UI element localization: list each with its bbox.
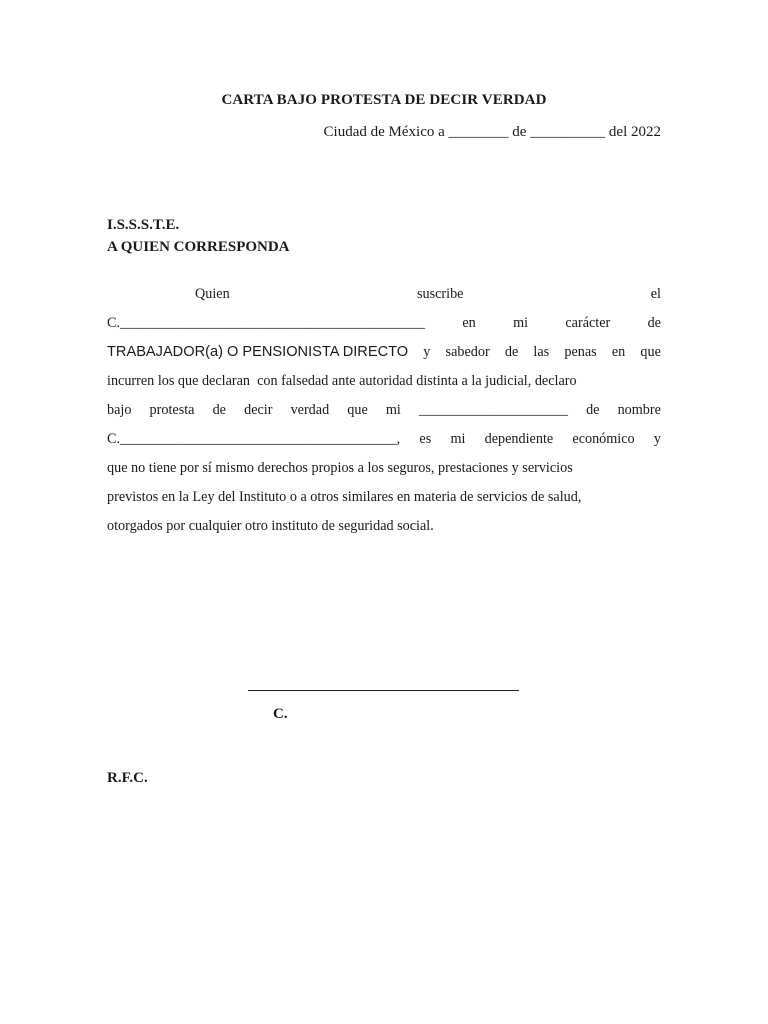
line-text: que no tiene por sí mismo derechos propios a los seguros, prestaciones y servicios	[107, 460, 573, 476]
signature-line	[248, 690, 519, 691]
date-line: Ciudad de México a ________ de __________ del 2022	[323, 124, 661, 140]
word: Quien	[195, 286, 230, 302]
line-text: previstos en la Ley del Instituto o a otros similares en materia de servicios de salud,	[107, 489, 582, 505]
role-text: TRABAJADOR(a) O PENSIONISTA DIRECTO	[107, 344, 409, 360]
word: mi	[513, 315, 529, 331]
word: en	[462, 315, 476, 331]
rfc-label: R.F.C.	[107, 770, 148, 786]
body-line-4	[107, 367, 661, 396]
citizen-name-blank: C.___________________________________________	[107, 315, 426, 331]
word: es	[419, 431, 432, 447]
word: verdad	[290, 402, 330, 418]
body-line-3	[107, 338, 661, 367]
word: de	[212, 402, 226, 418]
document-title: CARTA BAJO PROTESTA DE DECIR VERDAD	[221, 92, 547, 108]
word: bajo	[107, 402, 132, 418]
word: suscribe	[416, 286, 464, 302]
word: las	[533, 344, 550, 360]
word: penas	[564, 344, 597, 360]
word: y	[653, 431, 661, 447]
word: el	[650, 286, 661, 302]
word: dependiente	[484, 431, 554, 447]
word: de	[647, 315, 661, 331]
word: en	[611, 344, 626, 360]
signature-name: C.	[273, 706, 288, 722]
body-line-7	[107, 454, 661, 483]
word: de	[586, 402, 600, 418]
body-line-2	[107, 309, 661, 338]
word: que	[640, 344, 661, 360]
word: decir	[244, 402, 273, 418]
body-line-5	[107, 396, 661, 425]
word: sabedor	[445, 344, 490, 360]
word: protesta	[149, 402, 195, 418]
word: y	[423, 344, 431, 360]
body-line-9	[107, 512, 661, 541]
recipient-attention: A QUIEN CORRESPONDA	[107, 239, 290, 255]
word: económico	[572, 431, 635, 447]
word: carácter	[565, 315, 611, 331]
word: nombre	[617, 402, 661, 418]
recipient-org: I.S.S.S.T.E.	[107, 217, 180, 233]
word: que	[347, 402, 368, 418]
word: de	[504, 344, 519, 360]
line-text: incurren los que declaran con falsedad ante autoridad distinta a la judicial, declaro	[107, 373, 577, 389]
body-line-8	[107, 483, 661, 512]
relationship-blank: _____________________	[418, 402, 568, 418]
word: mi	[385, 402, 401, 418]
line-text: otorgados por cualquier otro instituto de seguridad social.	[107, 518, 434, 534]
dependent-name-blank: C._______________________________________,	[107, 431, 401, 447]
body-line-1	[107, 280, 661, 309]
word: mi	[450, 431, 466, 447]
declaration-body	[107, 280, 661, 541]
body-line-6	[107, 425, 661, 454]
